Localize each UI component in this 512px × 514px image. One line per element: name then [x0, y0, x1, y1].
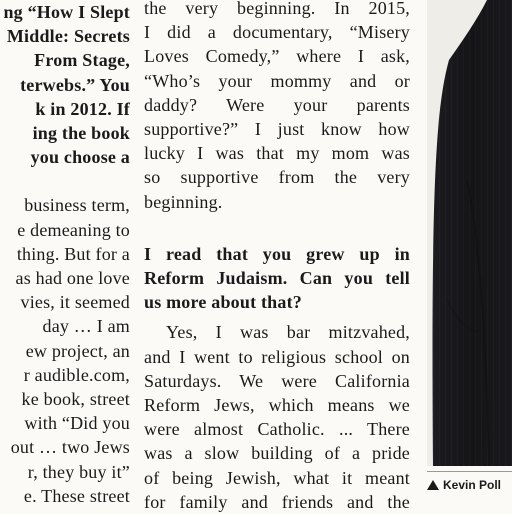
left-answer-line: out … two Jews: [10, 437, 130, 458]
left-question-line: k in 2012. If: [35, 98, 130, 119]
left-answer-line: business term,: [24, 195, 130, 216]
answer-line: beginning.: [144, 191, 223, 212]
triangle-up-icon: [427, 480, 439, 490]
left-answer-line: ke book, street: [21, 389, 130, 410]
suit-jacket-image: [427, 0, 512, 466]
left-answer-line: ew project, an: [25, 340, 130, 361]
portrait-photo: [427, 0, 512, 466]
caption-text: Kevin Poll: [443, 478, 502, 492]
left-question-line: ing the book: [32, 123, 130, 144]
answer-line: Yes, I was bar mitzvahed,: [166, 322, 410, 343]
left-question-line: ng “How I Slept: [3, 2, 130, 22]
left-question-line: you choose a: [30, 147, 130, 168]
left-answer-line: as had one love: [15, 268, 130, 289]
answer-line: lucky I was that my mom was: [144, 143, 410, 164]
answer-line: I did a documentary, “Misery: [144, 22, 410, 43]
answer-line: Saturdays. We were California: [144, 370, 410, 391]
left-answer-line: vies, it seemed: [20, 292, 130, 313]
left-answer-line: r, they buy it”: [27, 461, 130, 482]
left-answer-line: with “Did you: [24, 413, 130, 434]
left-answer-line: day … I am: [42, 316, 130, 337]
answer-line: for family and friends and the: [144, 491, 410, 512]
question-line: us more about that?: [144, 292, 302, 313]
photo-caption: [427, 478, 512, 504]
left-answer-line: r audible.com,: [23, 364, 130, 385]
left-question-line: Middle: Secrets: [6, 26, 130, 47]
answer-line: was a slow building of a pride: [144, 443, 410, 464]
answer-line: so supportive from the very: [144, 167, 410, 188]
answer-line: Reform Jews, which means we: [144, 395, 410, 416]
question-line: Reform Judaism. Can you tell: [144, 268, 410, 289]
answer-line: supportive?” I just know how: [144, 119, 410, 140]
answer-line: “Who’s your mommy and or: [144, 70, 410, 91]
answer-line: were almost Catholic. ... There: [144, 419, 410, 440]
right-column: [144, 0, 410, 514]
answer-paragraph: [144, 0, 410, 214]
answer-paragraph-2: [144, 320, 410, 514]
question-line: I read that you grew up in: [144, 243, 410, 264]
left-answer-line: e demeaning to: [17, 219, 130, 240]
left-answer: [0, 193, 130, 508]
left-question: [0, 0, 130, 169]
left-column: [0, 0, 130, 508]
left-question-line: From Stage,: [34, 50, 130, 71]
answer-line: Loves Comedy,” where I ask,: [144, 46, 410, 67]
answer-line: and I went to religious school on: [144, 346, 410, 367]
left-question-line: terwebs.” You: [20, 74, 130, 95]
left-answer-line: thing. But for a: [16, 243, 130, 264]
caption-rule: [427, 471, 512, 472]
interview-question: [144, 242, 410, 315]
answer-line: of being Jewish, what it meant: [144, 467, 410, 488]
answer-line: daddy? Were your parents: [144, 94, 410, 115]
left-answer-line: e. These street: [23, 485, 130, 506]
answer-line: the very beginning. In 2015,: [144, 0, 410, 18]
